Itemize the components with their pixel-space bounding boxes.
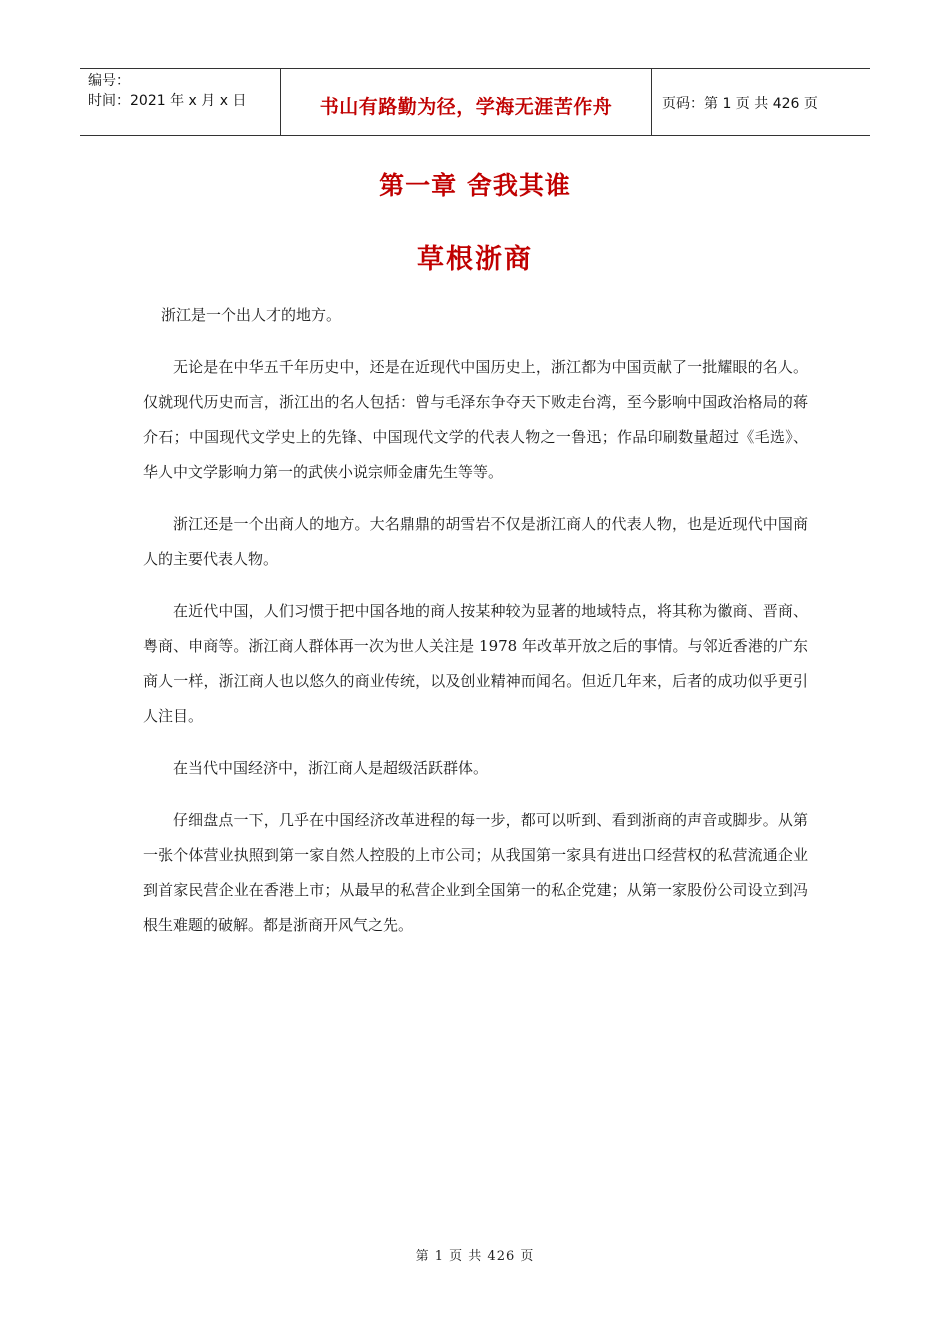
paragraph: 在近代中国，人们习惯于把中国各地的商人按某种较为显著的地域特点，将其称为徽商、晋商、粤商、申商等。浙江商人群体再一次为世人关注是 1978 年改革开放之后的事情。与邻近香港的广东商人一样，浙江商人也以悠久的商业传统，以及创业精神而闻名。但近几年来，后者的成功似乎更引人注目。 [143, 602, 808, 725]
header-meta-cell [80, 69, 280, 135]
paragraph: 仔细盘点一下，几乎在中国经济改革进程的每一步，都可以听到、看到浙商的声音或脚步。从第一张个体营业执照到第一家自然人控股的上市公司；从我国第一家具有进出口经营权的私营流通企业到首家民营企业在香港上市；从最早的私营企业到全国第一的私企党建；从第一家股份公司设立到冯根生难题的破解。都是浙商开风气之先。 [143, 811, 808, 934]
paragraph: 浙江还是一个出商人的地方。大名鼎鼎的胡雪岩不仅是浙江商人的代表人物，也是近现代中国商人的主要代表人物。 [143, 515, 808, 568]
page-footer: 第 1 页 共 426 页 [415, 1249, 535, 1264]
paragraph: 无论是在中华五千年历史中，还是在近现代中国历史上，浙江都为中国贡献了一批耀眼的名人。仅就现代历史而言，浙江出的名人包括：曾与毛泽东争夺天下败走台湾，至今影响中国政治格局的蒋介石；中国现代文学史上的先锋、中国现代文学的代表人物之一鲁迅；作品印刷数量超过《毛选》、华人中文学影响力第一的武侠小说宗师金庸先生等等。 [143, 358, 808, 481]
section-title: 草根浙商 [417, 244, 533, 275]
paragraph: 浙江是一个出人才的地方。 [161, 306, 342, 324]
document-number-label: 编号： [88, 73, 130, 89]
document-header [80, 68, 870, 136]
chapter-title: 第一章 舍我其谁 [379, 171, 571, 200]
paragraph: 在当代中国经济中，浙江商人是超级活跃群体。 [173, 759, 489, 777]
header-motto: 书山有路勤为径，学海无涯苦作舟 [280, 69, 652, 135]
header-page-info: 页码：第 1 页 共 426 页 [662, 96, 818, 112]
document-date-label: 时间：2021 年 x 月 x 日 [88, 93, 247, 109]
document-body [143, 298, 808, 960]
